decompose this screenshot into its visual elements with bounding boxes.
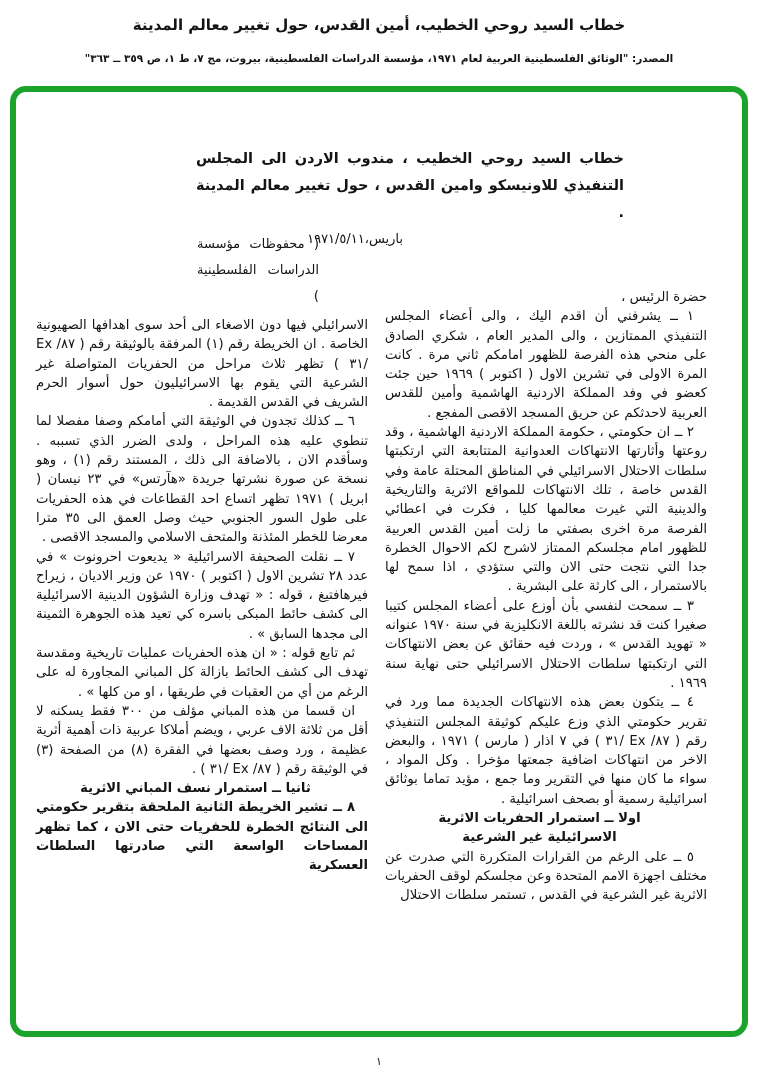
salutation: حضرة الرئيس ، [621, 290, 707, 305]
document-heading: خطاب السيد روحي الخطيب ، مندوب الاردن الى المجلس التنفيذي للاونيسكو وامين القدس ، حول تغيير معالم المدينة . [196, 151, 624, 221]
paragraph-2: ٢ ــ ان حكومتي ، حكومة المملكة الاردنية الهاشمية ، وقد روعتها وأثارتها الانتهاكات العدوانية المتتابعة التي ارتكبتها سلطات الاحتلال الاسرائيلي في المناطق المحتلة عامة وفي القدس خاصة ، تلك الانتهاكات للمواقع الاثرية والتاريخية والدينية التي غيرت معالمها كليا ، فكرت في اعطائي الفرصة مرة اخرى بصفتي ما زلت أمين القدس العربية للظهور امام مجلسكم الممتاز لاشرح لكم الاحوال الخطرة جدا التي نتجت حتى الان والتي ستؤدي ، اذا سمح لها بالاستمرار ، الى كارثة على البشرية . [385, 425, 707, 595]
section-heading-first-line2: الاسرائيلية غير الشرعية [462, 830, 617, 846]
column-right [385, 288, 707, 906]
section-heading-second: ثانيا ــ استمرار نسف المباني الاثرية [80, 781, 311, 797]
paragraph-7-note: ان قسما من هذه المباني مؤلف من ٣٠٠ فقط يسكنه لا أقل من ثلاثة الاف عربي ، ويضم أملاكا عربية ذات أهمية أثرية عظيمة ، ورد وصف بعضها في الفقرة (٨) من الصفحة (٣) في الوثيقة رقم ( ٨٧/ Ex /٣١ ) . [36, 703, 368, 777]
source-citation: المصدر: "الوثائق الفلسطينية العربية لعام ١٩٧١، مؤسسة الدراسات الفلسطينية، بيروت، مج ٧، ط ١، ص ٣٥٩ ــ ٣٦٣" [84, 53, 674, 65]
page-title: خطاب السيد روحي الخطيب، أمين القدس، حول تغيير معالم المدينة [132, 16, 626, 34]
paragraph-1: ١ ــ يشرفني أن اقدم اليك ، والى أعضاء المجلس التنفيذي الممتازين ، والى المدير العام ، شكري الصادق على منحي هذه الفرصة للظهور امامكم ثاني مرة . كانت المرة الاولى في تشرين الاول ( اكتوبر ) ١٩٦٩ حين جئت كعضو في وفد المملكة الاردنية الهاشمية وأمين للقدس العربية لاحدثكم عن حريق المسجد الاقصى المفجع . [385, 309, 707, 421]
paragraph-7: ٧ ــ نقلت الصحيفة الاسرائيلية « يديعوت احرونوت » في عدد ٢٨ تشرين الاول ( اكتوبر ) ١٩٧٠ عن وزير الاديان ، زيراح فيرهافتيغ ، قوله : « تهدف وزارة الشؤون الدينية الاسرائيلية الى كشف حائط المبكى باسره كي تعيد هذه الجوهرة الثمينة الى مجدها السابق » . [36, 549, 368, 642]
paragraph-8: ٨ ــ تشير الخريطة الثانية الملحقة بتقرير حكومتي الى النتائج الخطرة للحفريات حتى الان ، كما تظهر المساحات الواسعة التي صادرتها السلطات العسكرية [36, 800, 368, 874]
paragraph-6: ٦ ــ كذلك تجدون في الوثيقة التي أمامكم وصفا مفصلا لما تنطوي عليه هذه المراحل ، ولدى الضرر الذي تسببه . وسأقدم الان ، بالاضافة الى ذلك ، المستند رقم (١) ، وهو نسخة عن صورة نشرتها جريدة «هآرتس» في ٢٣ نيسان ( ابريل ) ١٩٧١ تظهر اتساع احد القطاعات في هذه الحفريات على طول السور الجنوبي حيث وصل العمق الى ٣٥ مترا معرضا للخطر المئذنة والمتحف الاسلامي والمسجد الاقصى . [36, 414, 369, 546]
archive-note: ( محفوظات مؤسسة الدراسات الفلسطينية ) [197, 237, 319, 304]
paragraph-4: ٤ ــ يتكون بعض هذه الانتهاكات الجديدة مما ورد في تقرير حكومتي الذي وزع عليكم كوثيقة المجلس التنفيذي رقم ( ٨٧/ Ex /٣١ ) في ٧ اذار ( مارس ) ١٩٧١ ، والبعض الاخر من انتهاكات اضافية جمعتها مؤخرا . وكل المواد ، سواء ما كان منها في التقرير وما جمع ، مؤيد تماما بوثائق اسرائيلية رسمية أو بصحف اسرائيلية . [385, 695, 707, 807]
section-heading-first-line1: اولا ــ استمرار الحفريات الاثرية [438, 811, 641, 827]
document-green-frame [10, 86, 748, 1037]
paragraph-3: ٣ ــ سمحت لنفسي بأن أوزع على أعضاء المجلس كتيبا صغيرا كنت قد نشرته باللغة الانكليزية في سنة ١٩٧٠ عنوانه « تهويد القدس » ، وردت فيه حقائق عن بعض الانتهاكات التي ارتكبتها سلطات الاحتلال الاسرائيلي حتى نهاية سنة ١٩٦٩ . [385, 598, 707, 691]
paragraph-5: ٥ ــ على الرغم من القرارات المتكررة التي صدرت عن مختلف اجهزة الامم المتحدة وعن مجلسكم لوقف الحفريات الاثرية غير الشرعية في القدس ، تستمر سلطات الاحتلال [385, 849, 707, 904]
dateline: باريس،١٩٧١/٥/١١ [307, 232, 403, 247]
paragraph-7-quote: ثم تابع قوله : « ان هذه الحفريات عمليات تاريخية ومقدسة تهدف الى كشف الحائط بازالة كل المباني المجاورة له على الرغم من أي من العقبات في طريقها ، او من كلها » . [36, 646, 368, 700]
column-left [36, 316, 368, 876]
page-number: ١ [376, 1055, 382, 1068]
paragraph-5-continued: الاسرائيلي فيها دون الاصغاء الى أحد سوى اهدافها الصهيونية الخاصة . ان الخريطة رقم (١) المرفقة بالوثيقة رقم ( ٨٧/ Ex /٣١ ) تظهر ثلاث مراحل من الحفريات المتواصلة غير الشرعية التي يقوم بها الاسرائيليون حول أسوار الحرم الشريف في القدس القديمة . [36, 318, 368, 411]
